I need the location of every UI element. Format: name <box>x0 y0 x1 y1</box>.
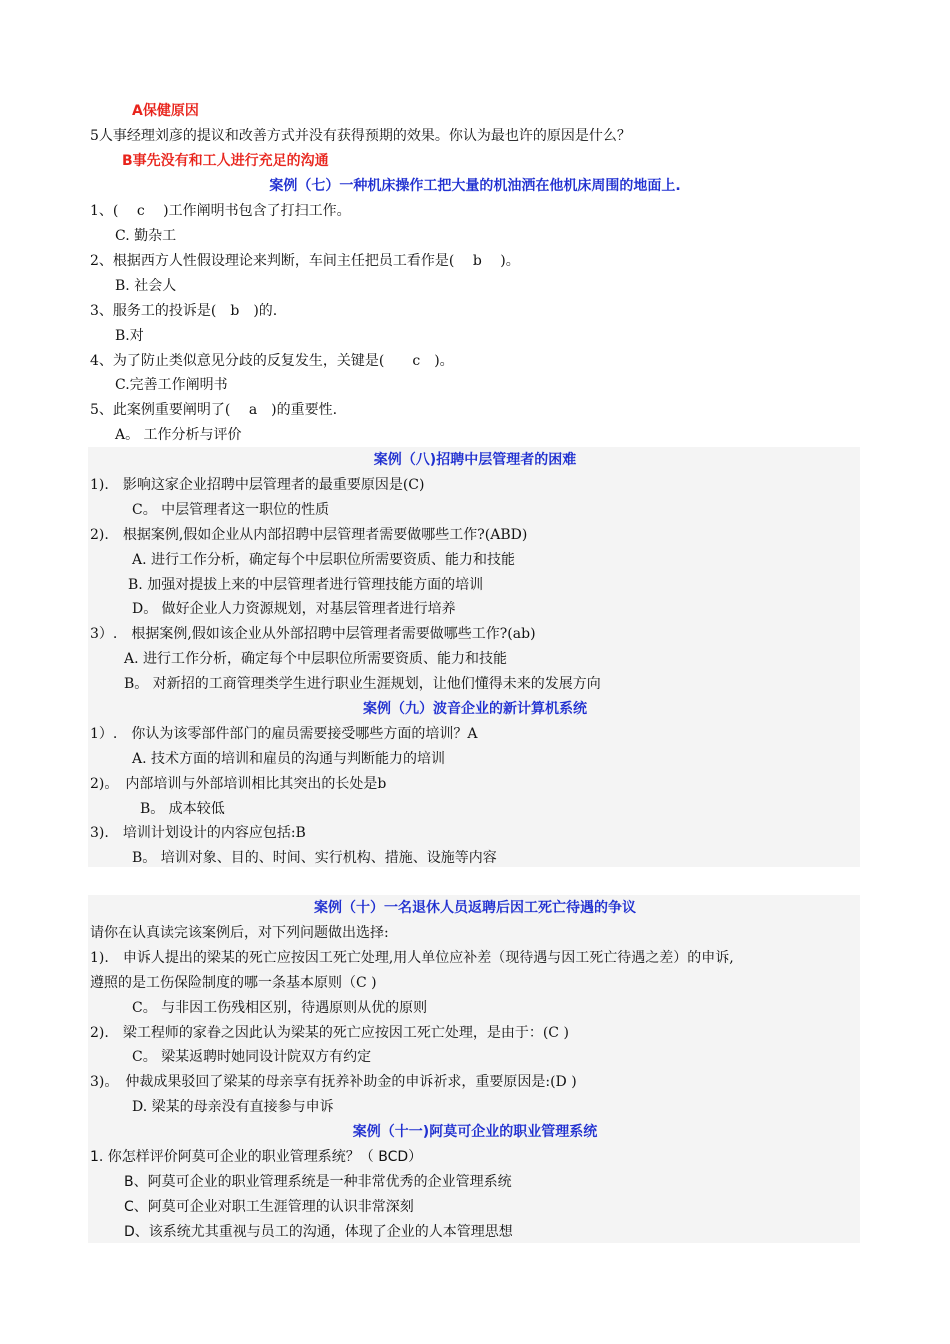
case-heading: 案例（九）波音企业的新计算机系统 <box>363 701 587 717</box>
question-line: 5、此案例重要阐明了( a )的重要性. <box>90 402 338 418</box>
question-line: 3）. 根据案例,假如该企业从外部招聘中层管理者需要做哪些工作?(ab) <box>90 626 536 642</box>
question-line: 2、根据西方人性假设理论来判断，车间主任把员工看作是( b )。 <box>90 253 520 269</box>
option-line: C、阿莫可企业对职工生涯管理的认识非常深刻 <box>124 1199 414 1215</box>
case-heading: 案例（八)招聘中层管理者的困难 <box>373 452 577 468</box>
case-heading: 案例（十一)阿莫可企业的职业管理系统 <box>352 1124 598 1140</box>
option-line: B、阿莫可企业的职业管理系统是一种非常优秀的企业管理系统 <box>124 1174 512 1190</box>
option-line: A. 进行工作分析，确定每个中层职位所需要资质、能力和技能 <box>124 651 508 667</box>
question-line: 1). 申诉人提出的梁某的死亡应按因工死亡处理,用人单位应补差（现待遇与因工死亡待遇之差）的申诉, <box>90 950 734 966</box>
question-line: 1. 你怎样评价阿莫可企业的职业管理系统？（ BCD） <box>90 1149 423 1165</box>
answer-line: B事先没有和工人进行充足的沟通 <box>122 153 329 169</box>
question-line: 2). 梁工程师的家眷之因此认为梁某的死亡应按因工死亡处理，是由于：(C ) <box>90 1025 569 1041</box>
question-line: 2). 根据案例,假如企业从内部招聘中层管理者需要做哪些工作?(ABD) <box>90 527 528 543</box>
case-heading: 案例（七）一种机床操作工把大量的机油洒在他机床周围的地面上. <box>269 178 681 194</box>
option-line: A. 进行工作分析，确定每个中层职位所需要资质、能力和技能 <box>132 552 516 568</box>
option-line: D。 做好企业人力资源规划，对基层管理者进行培养 <box>132 601 456 617</box>
intro-line: 请你在认真读完该案例后，对下列问题做出选择: <box>90 925 389 941</box>
option-line: C。 与非因工伤残相区别，待遇原则从优的原则 <box>132 1000 428 1016</box>
option-line: D. 梁某的母亲没有直接参与申诉 <box>132 1099 334 1115</box>
question-line: 2)。 内部培训与外部培训相比其突出的长处是b <box>90 776 387 792</box>
option-line: B.对 <box>115 328 144 344</box>
option-line: B. 加强对提拔上来的中层管理者进行管理技能方面的培训 <box>128 577 484 593</box>
option-line: B。 培训对象、目的、时间、实行机构、措施、设施等内容 <box>132 850 497 866</box>
question-line: 3). 培训计划设计的内容应包括:B <box>90 825 306 841</box>
option-line: C.完善工作阐明书 <box>115 377 228 393</box>
question-line: 1）. 你认为该零部件部门的雇员需要接受哪些方面的培训？A <box>90 726 478 742</box>
option-line: A. 技术方面的培训和雇员的沟通与判断能力的培训 <box>132 751 446 767</box>
question-line: 遵照的是工伤保险制度的哪一条基本原则（C ) <box>90 975 377 991</box>
option-line: C. 勤杂工 <box>115 228 177 244</box>
case-heading: 案例（十）一名退休人员返聘后因工死亡待遇的争议 <box>314 900 636 916</box>
question-line: 1、( c )工作阐明书包含了打扫工作。 <box>90 203 351 219</box>
option-line: B. 社会人 <box>115 278 177 294</box>
option-line: B。 成本较低 <box>140 801 225 817</box>
question-line: 3)。 仲裁成果驳回了梁某的母亲享有抚养补助金的申诉祈求，重要原因是:(D ) <box>90 1074 577 1090</box>
question-line: 4、为了防止类似意见分歧的反复发生，关键是( c )。 <box>90 353 454 369</box>
option-line: C。 中层管理者这一职位的性质 <box>132 502 330 518</box>
option-line: B。 对新招的工商管理类学生进行职业生涯规划，让他们懂得未来的发展方向 <box>124 676 601 692</box>
question-line: 3、服务工的投诉是( b )的. <box>90 303 278 319</box>
question-line: 1). 影响这家企业招聘中层管理者的最重要原因是(C) <box>90 477 425 493</box>
option-line: C。 梁某返聘时她同设计院双方有约定 <box>132 1049 372 1065</box>
answer-line: A保健原因 <box>132 103 199 119</box>
question-line: 5人事经理刘彦的提议和改善方式并没有获得预期的效果。你认为最也许的原因是什么？ <box>90 128 631 144</box>
option-line: D、该系统尤其重视与员工的沟通，体现了企业的人本管理思想 <box>124 1224 513 1240</box>
option-line: A。 工作分析与评价 <box>115 427 242 443</box>
